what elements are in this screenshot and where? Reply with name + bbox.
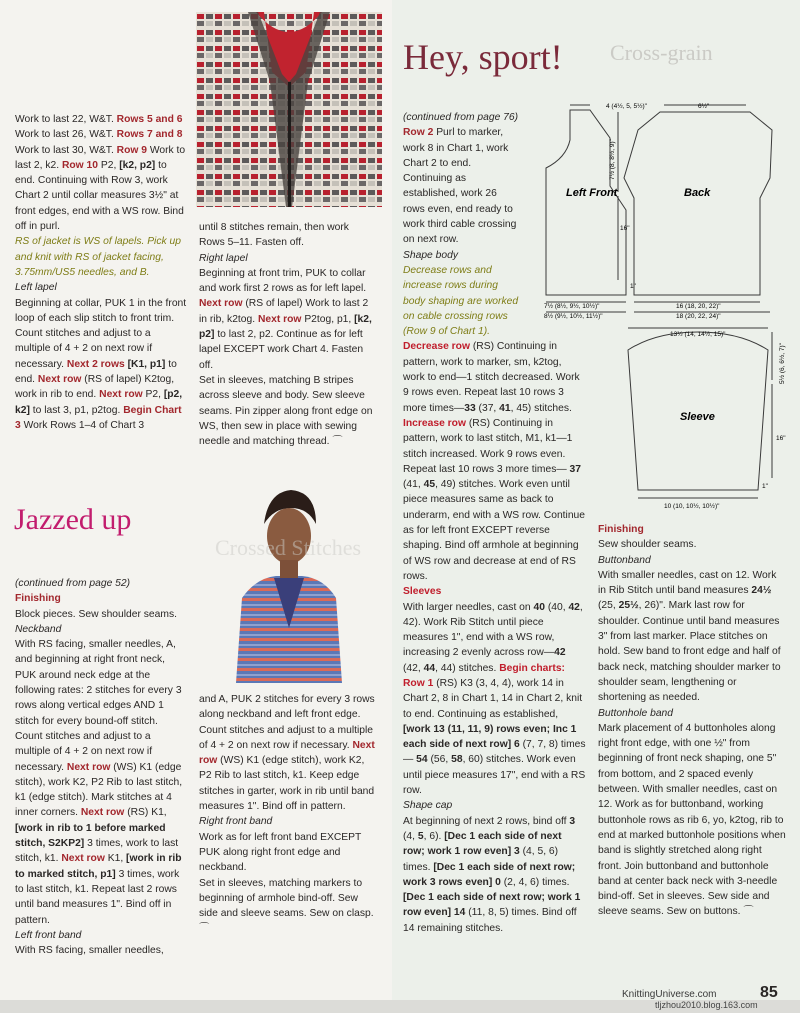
ghost-title-left: Crossed Stitches <box>215 535 362 560</box>
rs-note: RS of jacket is WS of lapels. Pick up and knit with RS of jacket facing, 3.75mm/US5 needles, and B. <box>15 236 181 278</box>
watermark: tljzhou2010.blog.163.com <box>655 1000 758 1010</box>
shoulder-measure: 6½" <box>698 103 710 110</box>
jazzed-col1 <box>15 576 187 958</box>
buttonhole-text: Mark placement of 4 buttonholes along right front edge, with one ½" from beginning of front neck shaping, one 5" from bottom, and 2 spaced evenly between. With smaller needles, cast on 12. Work as for buttonband, working buttonhole rows as rib 6, yo, k2tog, rib to end at marked buttonhole positions when band is slightly stretched along right front. Join buttonband and buttonhole band at center back neck with 3-needle bind-off. Set in sleeves. Sew side and sleeve seams. Sew on buttons. ⌒ <box>598 722 786 918</box>
left-lapel-heading: Left lapel <box>15 282 57 294</box>
neckband-heading: Neckband <box>15 623 62 635</box>
front-lower-measure: 7½ (8½, 9½, 10½)" <box>544 303 600 310</box>
jacket-illustration <box>196 12 382 207</box>
row2-text: Row 2 Purl to marker, work 8 in Chart 1, work Chart 2 to end. Continuing as established, work 26 rows even, end ready to work third cable crossing on next row. <box>403 127 517 246</box>
jazzed-sleeves: Set in sleeves, matching markers to beginning of armhole bind-off. Sew side and sleeve seams. Sew on clasp. ⌒ <box>199 877 374 935</box>
footer-brand: KnittingUniverse.com <box>622 989 717 1000</box>
front-upper-measure: 8½ (9½, 10½, 11½)" <box>544 313 603 320</box>
back-outline <box>624 112 772 295</box>
shape-cap-text: At beginning of next 2 rows, bind off 3 (4, 5, 6). [Dec 1 each side of next row; work 1 row even] 3 (4, 5, 6) times. [Dec 1 each side of next row; work 3 rows even] 0 (2, 4, 6) times. [Dec 1 each side of next row; work 1 row even] 14 (11, 8, 5) times. Bind off 14 remaining stitches. <box>403 815 581 934</box>
right-lapel-heading: Right lapel <box>199 252 248 264</box>
left-lapel-text: Beginning at collar, PUK 1 in the front loop of each slip stitch to front trim. Count stitches and adjust to a multiple of 4 + 2 on next row if necessary. Next 2 rows [K1, p1] to end. Next row (RS of lapel) K2tog, work in rib to end. Next row P2, [p2, k2] to last 3, p1, p2tog. Begin Chart 3 Work Rows 1–4 of Chart 3 <box>15 297 187 431</box>
increase-text: Increase row (RS) Continuing in pattern, work to last stitch, M1, k1—1 stitch increased. Work 9 rows even. Repeat last 10 rows 3 more times— 37 (41, 45, 49) stitches. Work even until piece measures same as back to underarm, end with a WS row. Continue as for left front EXCEPT reverse shaping. Bind off armhole at beginning of WS row and decrease at end of RS rows. <box>403 417 586 582</box>
sleeve-label: Sleeve <box>680 411 715 423</box>
buttonhole-sentence: Mark placement of 4 buttonholes along right front edge, with one ½" from beginning of front neck shaping, one 5" from bottom, and 2 spaced evenly between. With smaller needles, cast on 12. Work as for buttonband, working buttonhole rows as rib 6, yo, k2tog, rib to end at marked buttonhole positions when band is slightly stretched along right front. Join buttonband and buttonhole band at center back neck with 3-needle bind-off. Set in sleeves. Sew side and sleeve seams. Sew on buttons. <box>598 722 786 918</box>
sport-finishing: Sew shoulder seams. <box>598 539 697 551</box>
cuff-measure: 10 (10, 10½, 10½)" <box>664 503 720 510</box>
sport-continued: (continued from page 76) <box>403 112 519 123</box>
buttonhole-heading: Buttonhole band <box>598 707 674 719</box>
sleeve-rib-measure: 1" <box>762 483 768 490</box>
sport-col2 <box>598 522 786 920</box>
sleeves-text: Set in sleeves, matching B stripes across sleeve and body. Sew sleeve seams. Pin zipper along front edge on WS, then sew in place with sewing needle and matching thread. ⌒ <box>199 374 373 448</box>
cap-measure: 5½ (6, 6½, 7)" <box>779 343 786 384</box>
left-band-cont: and A, PUK 2 stitches for every 3 rows along neckband and left front edge. Count stitches and adjust to a multiple of 4 + 2 on next row if necessary. Next row (WS) K1 (edge stitch), work K2, P2 Rib to last stitch, k1. Keep edge stitches in garter, work in rib until band measures 1". Bind off in pattern. <box>199 694 375 813</box>
sleeves-heading: Sleeves <box>403 586 442 598</box>
neckband-text: With RS facing, smaller needles, A, and beginning at right front neck, PUK around neck edge at the following rates: 2 stitches for every 3 rows along vertical edges AND 1 stitch for every bound-off stitch. Count stitches and adjust to a multiple of 4 + 2 on next row if necessary. Next row (WS) K1 (edge stitch), work K2, P2 Rib to last stitch, k1 (edge stitch). Mark stitches at 4 inner corners. Next row (RS) K1, [work in rib to 1 before marked stitch, S2KP2] 3 times, work to last stitch, k1. Next row K1, [work in rib to marked stitch, p1] 3 times, work to last stitch, k1. Repeat last 2 rows until band measures 1". Bind off in pattern. <box>15 639 183 926</box>
left-front-label: Left Front <box>566 187 618 199</box>
paragraph: Work to last 22, W&T. Rows 5 and 6 Work to last 26, W&T. Rows 7 and 8 Work to last 30, W&T. Row 9 Work to last 2, k2. Row 10 P2, [k2, p2] to end. Continuing with Row 3, work Chart 2 until collar measures 3½" at front edges, end with a WS row. Bind off in purl. <box>15 114 186 233</box>
schematic-svg <box>540 100 790 515</box>
jazzed-sleeves-sentence: Set in sleeves, matching markers to beginning of armhole bind-off. Sew side and sleeve seams. Sew on clasp. <box>199 877 374 920</box>
jacket-photo <box>196 12 382 207</box>
ghost-title-right: Cross-grain <box>610 40 713 65</box>
page-number: 85 <box>760 984 778 1001</box>
jazzed-title: Jazzed up <box>14 503 132 536</box>
jazzed-finishing-heading: Finishing <box>15 593 61 605</box>
right-band-text: Work as for left front band EXCEPT PUK along right front edge and neckband. <box>199 831 362 874</box>
left-front-outline <box>546 110 626 295</box>
buttonband-text: With smaller needles, cast on 12. Work in Rib Stitch until band measures 24½ (25, 25½, 26)". Mark last row for shoulder. Continue until band measures 3" from last marker. Place stitches on hold. Sew band to front edge and half of back neck, matching shoulder marker to shoulder seam, lengthening or shortening as needed. <box>598 569 781 704</box>
sleeves-sentence: Set in sleeves, matching B stripes across sleeve and body. Sew sleeve seams. Pin zipper along front edge on WS, then sew in place with sewing needle and matching thread. <box>199 374 373 448</box>
sport-finishing-heading: Finishing <box>598 524 644 535</box>
shape-body-note: Decrease rows and increase rows during body shaping are worked on cable crossing rows (Row 9 of Chart 1). <box>403 264 519 338</box>
right-lapel-text: Beginning at front trim, PUK to collar and work first 2 rows as for left lapel. Next row (RS of lapel) Work to last 2 in rib, k2tog. Next row P2tog, p1, [k2, p2] to last 2, p2. Continue as for left lapel EXCEPT work Chart 4. Fasten off. <box>199 267 372 371</box>
schematic-diagram <box>540 100 790 515</box>
shape-cap-heading: Shape cap <box>403 800 453 812</box>
back-lower-measure: 16 (18, 20, 22)" <box>676 303 721 310</box>
buttonband-heading: Buttonband <box>598 554 651 566</box>
neck-measure: 4 (4½, 5, 5½)" <box>606 103 647 110</box>
cardigan-photo <box>196 478 382 683</box>
sleeve-length-measure: 16" <box>776 435 786 442</box>
sport-sleeves-text: With larger needles, cast on 40 (40, 42, 42). Work Rib Stitch until piece measures 1", end with a WS row, increasing 2 evenly across row—42 (42, 44, 44) stitches. Begin charts: Row 1 (RS) K3 (3, 4, 4), work 14 in Chart 2, 8 in Chart 1, 14 in Chart 2, knit to end. Continuing as established, [work 13 (11, 11, 9) rows even; Inc 1 each side of next row] 6 (7, 7, 8) times — 54 (56, 58, 60) stitches. Work even until piece measures 17", end with a RS row. <box>403 601 586 797</box>
right-band-heading: Right front band <box>199 816 273 828</box>
left-band-heading: Left front band <box>15 929 82 941</box>
rib-measure: 1" <box>630 283 636 290</box>
left-top-col2 <box>199 220 377 449</box>
length-measure: 16" <box>620 225 630 232</box>
armhole-measure: 7½ (8, 8½, 9)" <box>609 139 616 180</box>
back-upper-measure: 18 (20, 22, 24)" <box>676 313 721 320</box>
decrease-text: Decrease row (RS) Continuing in pattern, work to marker, sm, k2tog, work to end—1 stitch decreased. Work 9 rows even. Repeat last 10 rows 3 more times—33 (37, 41, 45) stitches. <box>403 341 580 414</box>
left-top-col1 <box>15 112 187 433</box>
sport-title: Hey, sport! <box>403 37 563 77</box>
shape-body-heading: Shape body <box>403 249 458 261</box>
jazzed-continued: (continued from page 52) <box>15 578 131 589</box>
jazzed-col2 <box>199 692 377 937</box>
jazzed-finishing: Block pieces. Sew shoulder seams. <box>15 608 177 620</box>
back-label: Back <box>684 187 711 199</box>
left-band-text: With RS facing, smaller needles, <box>15 945 164 957</box>
cardigan-illustration <box>196 478 382 683</box>
lapel-cont: until 8 stitches remain, then work Rows 5–11. Fasten off. <box>199 222 349 249</box>
sleeve-top-measure: 13½ (14, 14½, 15)" <box>670 331 726 338</box>
